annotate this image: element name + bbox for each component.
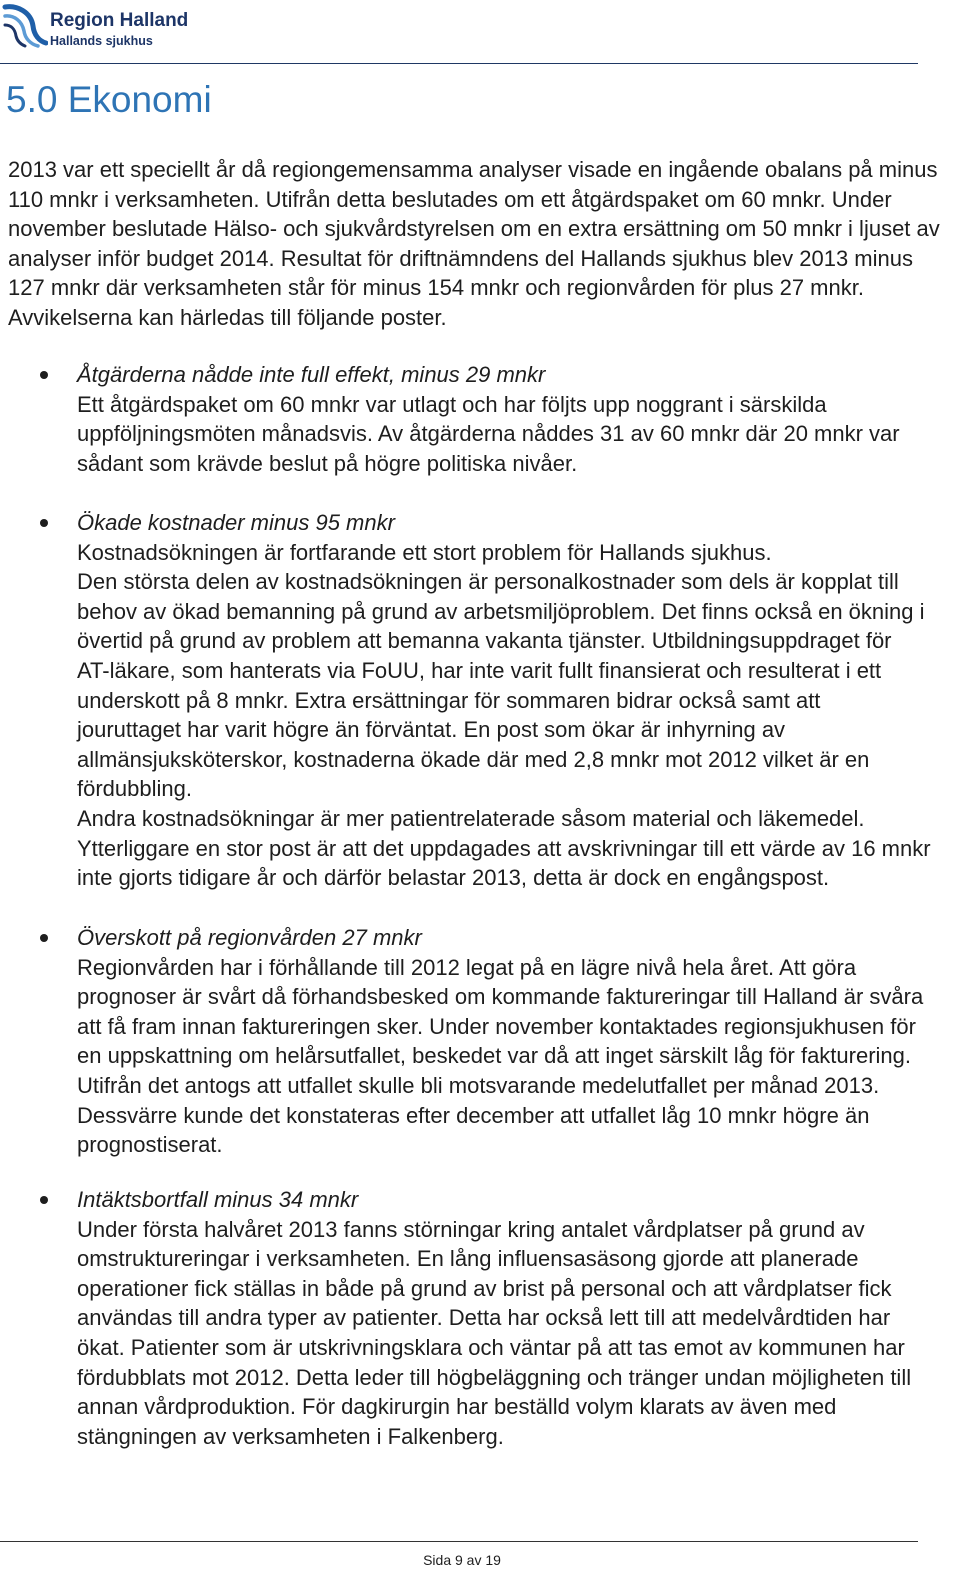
text-line: jouruttaget har varit högre än förväntat. En post som ökar är inhyrning av xyxy=(77,717,786,743)
bullet-heading: Överskott på regionvården 27 mnkr xyxy=(77,925,422,950)
bullet-heading: Åtgärderna nådde inte full effekt, minus 29 mnkr xyxy=(77,362,546,387)
footer-divider xyxy=(0,1541,918,1542)
text-line: Under första halvåret 2013 fanns störningar kring antalet vårdplatser på grund av xyxy=(77,1216,865,1242)
text-line: övertid på grund av problem att bemanna vakanta tjänster. Utbildningsuppdraget för xyxy=(77,628,892,654)
bullet-section-regional-care xyxy=(0,923,960,1158)
text-line: Den största delen av kostnadsökningen är personalkostnader som dels är kopplat till xyxy=(77,569,899,595)
text-line: analyser inför budget 2014. Resultat för driftnämndens del Hallands sjukhus blev 2013 minus xyxy=(8,245,913,271)
text-line: användas till andra typer av patienter. Detta har också lett till att medelvårdtiden har xyxy=(77,1305,891,1331)
text-line: Dessvärre kunde det konstateras efter december att utfallet låg 10 mnkr högre än xyxy=(77,1102,870,1128)
text-line: AT-läkare, som hanterats via FoUU, har inte varit fullt finansierat och resulterat i ett xyxy=(77,657,882,683)
bullet-body xyxy=(77,390,900,479)
bullet-body xyxy=(77,538,931,893)
text-line: Andra kostnadsökningar är mer patientrelaterade såsom material och läkemedel. xyxy=(77,805,865,831)
page-title: 5.0 Ekonomi xyxy=(6,79,212,120)
text-line: fördubblats mot 2012. Detta leder till högbeläggning och tränger undan möjligheten till xyxy=(77,1364,912,1390)
text-line: Utifrån det antogs att utfallet skulle bli motsvarande medelutfallet per månad 2013. xyxy=(77,1072,880,1098)
text-line: Kostnadsökningen är fortfarande ett stort problem för Hallands sjukhus. xyxy=(77,539,772,565)
text-line: prognostiserat. xyxy=(77,1132,223,1158)
text-line: november beslutade Hälso- och sjukvårdstyrelsen om en extra ersättning om 50 mnkr i ljuset av xyxy=(8,216,940,242)
bullet-heading: Intäktsbortfall minus 34 mnkr xyxy=(77,1187,359,1212)
text-line: underskott på 8 mnkr. Extra ersättningar för sommaren bidrar också samt att xyxy=(77,687,821,713)
text-line: Avvikelserna kan härledas till följande poster. xyxy=(8,304,447,330)
bullet-dot-icon xyxy=(40,1196,48,1204)
intro-paragraph xyxy=(8,155,940,333)
bullet-dot-icon xyxy=(40,371,48,379)
text-line: 2013 var ett speciellt år då regiongemensamma analyser visade en ingående obalans på minus xyxy=(8,157,938,182)
region-halland-wave-logo-icon xyxy=(2,2,48,50)
text-line: fördubbling. xyxy=(77,776,192,802)
text-line: ökat. Patienter som är utskrivningsklara och väntar på att tas emot av kommunen har xyxy=(77,1334,905,1360)
bullet-section-revenue-loss xyxy=(0,1185,960,1449)
bullet-heading: Ökade kostnader minus 95 mnkr xyxy=(77,510,395,535)
bullet-body xyxy=(77,953,923,1160)
text-line: omstruktureringar i verksamheten. En lång influensasäsong gjorde att planerade xyxy=(77,1246,859,1272)
text-line: 127 mnkr där verksamheten står för minus 154 mnkr och regionvården för plus 27 mnkr. xyxy=(8,275,864,301)
logo-subtitle: Hallands sjukhus xyxy=(50,34,153,48)
text-line: att få fram innan faktureringen sker. Under november kontaktades regionsjukhusen för xyxy=(77,1013,916,1039)
bullet-dot-icon xyxy=(40,934,48,942)
text-line: prognoser är svårt då förhandsbesked om kommande faktureringar till Halland är svåra xyxy=(77,984,924,1010)
text-line: en uppskattning om helårsutfallet, beskedet var då att inget särskilt låg för fakturering. xyxy=(77,1043,912,1069)
text-line: Regionvården har i förhållande till 2012 legat på en lägre nivå hela året. Att göra xyxy=(77,954,857,980)
header-divider xyxy=(0,63,918,64)
text-line: inte gjorts tidigare år och därför belastar 2013, detta är dock en engångspost. xyxy=(77,865,830,891)
text-line: annan vårdproduktion. För dagkirurgin har beställd volym klarats av även med xyxy=(77,1394,837,1420)
page-number: Sida 9 av 19 xyxy=(423,1552,501,1568)
text-line: allmänsjuksköterskor, kostnaderna ökade där med 2,8 mnkr mot 2012 vilket är en xyxy=(77,746,870,772)
bullet-dot-icon xyxy=(40,519,48,527)
text-line: 110 mnkr i verksamheten. Utifrån detta beslutades om ett åtgärdspaket om 60 mnkr. Under xyxy=(8,186,892,212)
text-line: Ytterliggare en stor post är att det uppdagades att avskrivningar till ett värde av 16 mnkr xyxy=(77,835,931,861)
text-line: Ett åtgärdspaket om 60 mnkr var utlagt och har följts upp noggrant i särskilda xyxy=(77,391,827,417)
text-line: stängningen av verksamheten i Falkenberg. xyxy=(77,1423,504,1449)
logo-title: Region Halland xyxy=(50,10,189,31)
bullet-section-costs xyxy=(0,508,960,891)
bullet-section-measures xyxy=(0,360,960,476)
text-line: operationer fick ställas in både på grund av brist på personal och att vårdplatser fick xyxy=(77,1275,892,1301)
text-line: uppföljningsmöten månadsvis. Av åtgärderna nåddes 31 av 60 mnkr där 20 mnkr var xyxy=(77,421,900,447)
bullet-body xyxy=(77,1215,911,1452)
region-halland-logo xyxy=(2,2,202,52)
text-line: sådant som krävde beslut på högre politiska nivåer. xyxy=(77,450,578,476)
text-line: behov av ökad bemanning på grund av arbetsmiljöproblem. Det finns också en ökning i xyxy=(77,598,925,624)
